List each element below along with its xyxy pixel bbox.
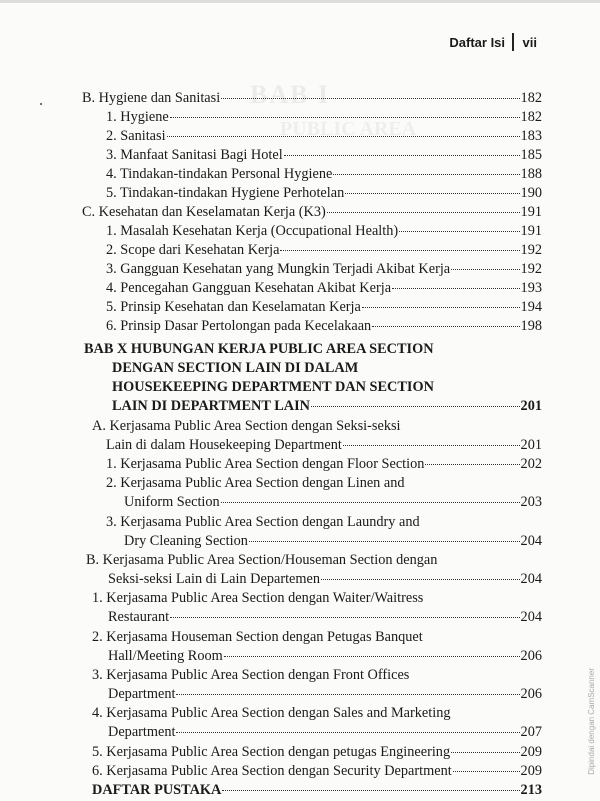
toc-entry xyxy=(108,723,542,742)
toc-entry xyxy=(106,127,542,146)
toc-entry-title: Department xyxy=(108,724,176,740)
dot-leader xyxy=(372,325,519,327)
toc-entry-page: 194 xyxy=(520,299,542,315)
toc-entry-title: B. Kerjasama Public Area Section/Houseman Section dengan xyxy=(86,552,438,568)
toc-entry-page: 185 xyxy=(520,147,542,163)
toc-entry-title: DAFTAR PUSTAKA xyxy=(92,782,222,798)
toc-entry xyxy=(106,108,542,127)
toc-entry-title: 2. Kerjasama Houseman Section dengan Petugas Banquet xyxy=(92,629,423,645)
scan-edge xyxy=(0,0,600,3)
toc-entry xyxy=(82,89,542,108)
header-page-number: vii xyxy=(522,34,537,50)
toc-entry-title: 3. Kerjasama Public Area Section dengan Front Offices xyxy=(92,667,410,683)
toc-entry-title: A. Kerjasama Public Area Section dengan Seksi-seksi xyxy=(92,418,401,434)
toc-entry xyxy=(124,532,542,551)
toc-entry-title: 1. Masalah Kesehatan Kerja (Occupational Health) xyxy=(106,223,399,239)
toc-entry-title: Uniform Section xyxy=(124,494,220,510)
toc-entry-page: 192 xyxy=(520,242,542,258)
dot-leader xyxy=(221,501,520,503)
bleed-through-text: BAB I xyxy=(250,80,331,109)
toc-entry-title: C. Kesehatan dan Keselamatan Kerja (K3) xyxy=(82,204,326,220)
toc-entry xyxy=(112,397,542,416)
toc-entry xyxy=(106,279,542,298)
toc-entry-title: 4. Pencegahan Gangguan Kesehatan Akibat Kerja xyxy=(106,280,392,296)
toc-entry xyxy=(106,474,405,493)
dot-leader xyxy=(249,540,520,542)
toc-entry-page: 209 xyxy=(520,744,542,760)
scan-speck xyxy=(40,103,42,105)
toc-entry xyxy=(108,685,542,704)
toc-entry xyxy=(106,298,542,317)
dot-leader xyxy=(399,230,519,232)
toc-entry-title: 5. Tindakan-tindakan Hygiene Perhotelan xyxy=(106,185,345,201)
toc-entry xyxy=(106,513,420,532)
toc-entry-title: Dry Cleaning Section xyxy=(124,533,248,549)
toc-entry-page: 188 xyxy=(520,166,542,182)
toc-entry xyxy=(112,359,358,378)
toc-entry-title: B. Hygiene dan Sanitasi xyxy=(82,90,221,106)
dot-leader xyxy=(311,405,520,407)
toc-entry xyxy=(106,260,542,279)
dot-leader xyxy=(176,693,519,695)
dot-leader xyxy=(224,655,520,657)
dot-leader xyxy=(222,789,519,791)
dot-leader xyxy=(451,751,519,753)
toc-entry-page: 206 xyxy=(520,686,542,702)
running-header xyxy=(449,33,537,51)
header-section-title: Daftar Isi xyxy=(449,34,506,50)
toc-entry-page: 198 xyxy=(520,318,542,334)
toc-entry-page: 182 xyxy=(520,90,542,106)
toc-entry-title: Lain di dalam Housekeeping Department xyxy=(106,437,342,453)
toc-entry-title: HOUSEKEEPING DEPARTMENT DAN SECTION xyxy=(112,379,434,395)
toc-entry-page: 201 xyxy=(520,437,542,453)
toc-entry-title: 2. Kerjasama Public Area Section dengan Linen and xyxy=(106,475,405,491)
toc-entry-title: 2. Scope dari Kesehatan Kerja xyxy=(106,242,280,258)
toc-entry-title: BAB X HUBUNGAN KERJA PUBLIC AREA SECTION xyxy=(84,341,434,357)
toc-entry xyxy=(106,241,542,260)
toc-entry xyxy=(92,781,542,800)
toc-entry-page: 207 xyxy=(520,724,542,740)
toc-entry-page: 183 xyxy=(520,128,542,144)
toc-entry-title: 1. Kerjasama Public Area Section dengan Waiter/Waitress xyxy=(92,590,424,606)
toc-entry xyxy=(84,340,434,359)
toc-entry-title: 5. Prinsip Kesehatan dan Keselamatan Kerja xyxy=(106,299,361,315)
toc-entry-title: 1. Kerjasama Public Area Section dengan Floor Section xyxy=(106,456,425,472)
toc-entry xyxy=(92,704,451,723)
toc-entry xyxy=(108,608,542,627)
toc-entry-page: 213 xyxy=(520,782,542,798)
toc-entry-page: 191 xyxy=(520,204,542,220)
dot-leader xyxy=(284,154,520,156)
dot-leader xyxy=(392,287,520,289)
dot-leader xyxy=(453,770,520,772)
toc-entry-page: 191 xyxy=(520,223,542,239)
toc-entry xyxy=(106,317,542,336)
bleed-through-text-2: PUBLIC AREA xyxy=(280,118,417,140)
toc-entry-title: 6. Prinsip Dasar Pertolongan pada Kecelakaan xyxy=(106,318,372,334)
toc-entry-page: 192 xyxy=(520,261,542,277)
toc-entry xyxy=(112,378,434,397)
header-divider xyxy=(512,33,514,51)
toc-entry xyxy=(108,570,542,589)
toc-entry-title: 2. Sanitasi xyxy=(106,128,166,144)
toc-entry-page: 204 xyxy=(520,533,542,549)
toc-entry-title: 3. Manfaat Sanitasi Bagi Hotel xyxy=(106,147,283,163)
toc-entry-title: Hall/Meeting Room xyxy=(108,648,223,664)
toc-entry xyxy=(92,589,423,608)
toc-entry-title: 3. Kerjasama Public Area Section dengan Laundry and xyxy=(106,514,420,530)
toc-entry xyxy=(108,647,542,666)
dot-leader xyxy=(343,444,520,446)
dot-leader xyxy=(170,116,520,118)
toc-entry-title: 3. Gangguan Kesehatan yang Mungkin Terjadi Akibat Kerja xyxy=(106,261,451,277)
toc-entry-title: 4. Tindakan-tindakan Personal Hygiene xyxy=(106,166,333,182)
toc-entry xyxy=(92,743,542,762)
toc-entry xyxy=(106,165,542,184)
toc-entry-page: 182 xyxy=(520,109,542,125)
toc-entry-page: 204 xyxy=(520,609,542,625)
toc-entry-page: 204 xyxy=(520,571,542,587)
dot-leader xyxy=(327,211,520,213)
toc-entry-page: 206 xyxy=(520,648,542,664)
toc-entry-title: 6. Kerjasama Public Area Section dengan Security Department xyxy=(92,763,452,779)
dot-leader xyxy=(451,268,519,270)
toc-entry-title: Department xyxy=(108,686,176,702)
toc-entry xyxy=(92,666,409,685)
toc-entry-title: 1. Hygiene xyxy=(106,109,169,125)
toc-entry-page: 203 xyxy=(520,494,542,510)
toc-entry xyxy=(106,222,542,241)
dot-leader xyxy=(333,173,519,175)
toc-entry xyxy=(92,417,401,436)
toc-entry-page: 190 xyxy=(520,185,542,201)
toc-entry-page: 193 xyxy=(520,280,542,296)
dot-leader xyxy=(280,249,519,251)
toc-entry xyxy=(82,203,542,222)
toc-entry-page: 209 xyxy=(520,763,542,779)
toc-entry xyxy=(92,762,542,781)
scanner-watermark: Dipindai dengan CamScanner xyxy=(587,668,596,775)
toc-entry-title: LAIN DI DEPARTMENT LAIN xyxy=(112,398,310,414)
toc-entry xyxy=(106,455,542,474)
dot-leader xyxy=(170,616,519,618)
toc-entry xyxy=(92,628,423,647)
toc-entry xyxy=(106,436,542,455)
toc-entry-page: 201 xyxy=(520,398,542,414)
toc-entry xyxy=(106,146,542,165)
toc-entry xyxy=(86,551,437,570)
toc-entry-title: 5. Kerjasama Public Area Section dengan petugas Engineering xyxy=(92,744,451,760)
dot-leader xyxy=(425,463,519,465)
toc-entry-title: 4. Kerjasama Public Area Section dengan Sales and Marketing xyxy=(92,705,451,721)
toc-entry-page: 202 xyxy=(520,456,542,472)
dot-leader xyxy=(167,135,520,137)
dot-leader xyxy=(321,578,520,580)
dot-leader xyxy=(176,731,519,733)
toc-entry xyxy=(124,493,542,512)
dot-leader xyxy=(362,306,520,308)
toc-entry-title: Seksi-seksi Lain di Lain Departemen xyxy=(108,571,321,587)
toc-entry-title: DENGAN SECTION LAIN DI DALAM xyxy=(112,360,359,376)
toc-entry-title: Restaurant xyxy=(108,609,170,625)
dot-leader xyxy=(221,97,519,99)
toc-entry xyxy=(106,184,542,203)
dot-leader xyxy=(345,192,519,194)
